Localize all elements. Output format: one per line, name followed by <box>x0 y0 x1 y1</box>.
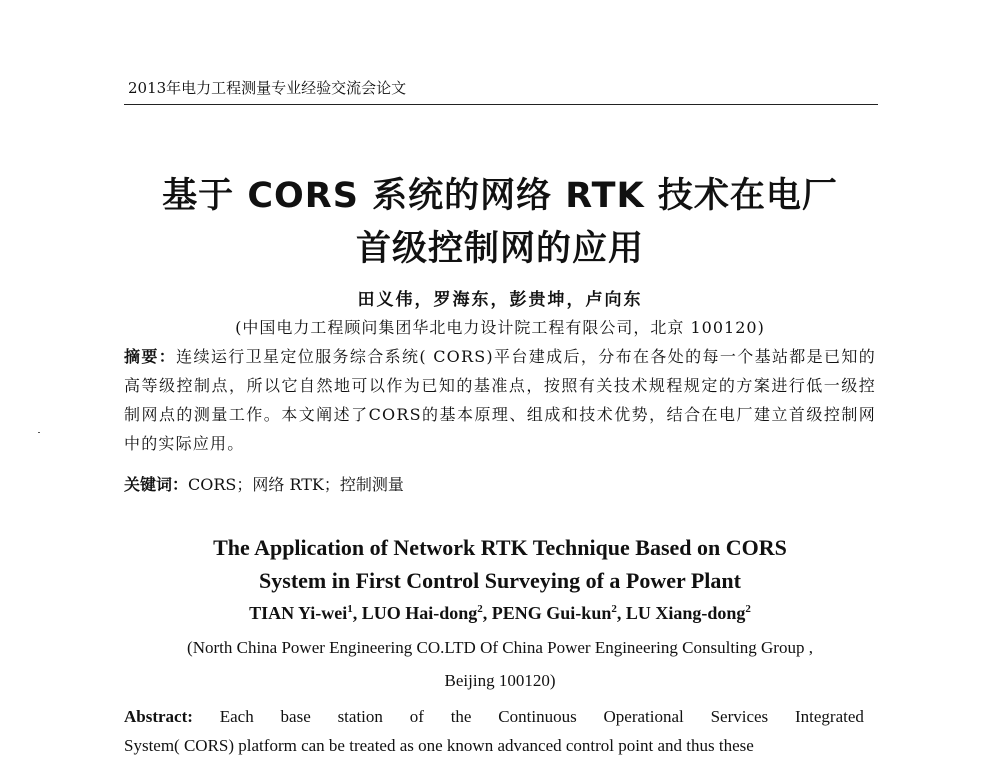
chinese-affiliation: (中国电力工程顾问集团华北电力设计院工程有限公司，北京 100120) <box>235 318 765 337</box>
english-abstract-label: Abstract: <box>124 707 193 726</box>
chinese-title-line-1: 基于 CORS 系统的网络 RTK 技术在电厂 <box>162 176 838 216</box>
english-affiliation-line-2: Beijing 100120) <box>444 671 556 690</box>
english-abstract-word: the <box>450 707 472 726</box>
chinese-abstract-label: 摘要： <box>124 347 177 366</box>
chinese-authors: 田义伟，罗海东，彭贵坤，卢向东 <box>357 290 643 310</box>
english-author-affiliation-mark: 2 <box>745 603 751 615</box>
english-abstract-word: Each <box>219 707 254 726</box>
english-author-name: TIAN Yi-wei <box>249 603 348 623</box>
english-author-separator: , <box>616 603 626 623</box>
english-abstract-word: Integrated <box>794 707 864 726</box>
chinese-keywords-label: 关键词： <box>124 475 189 494</box>
english-abstract-word: base <box>280 707 311 726</box>
english-authors <box>100 603 900 624</box>
chinese-keywords-text: CORS；网络 RTK；控制测量 <box>188 475 404 494</box>
english-abstract-word: of <box>409 707 424 726</box>
english-abstract <box>124 702 864 760</box>
scan-speck <box>38 432 40 433</box>
english-affiliation-line-1: (North China Power Engineering CO.LTD Of China Power Engineering Consulting Group , <box>187 638 813 657</box>
english-abstract-word: Operational <box>603 707 684 726</box>
english-title-line-1: The Application of Network RTK Technique Based on CORS <box>213 535 787 560</box>
english-abstract-word: station <box>337 707 383 726</box>
english-author-affiliation-mark: 1 <box>347 603 353 615</box>
english-author-separator: , <box>482 603 492 623</box>
english-abstract-word: Services <box>710 707 769 726</box>
english-abstract-line-2: System( CORS) platform can be treated as one known advanced control point and thus these <box>124 736 754 755</box>
header-rule <box>124 104 878 105</box>
english-title-line-2: System in First Control Surveying of a Power Plant <box>259 568 741 593</box>
chinese-title-line-2: 首级控制网的应用 <box>355 229 644 269</box>
english-author-name: LUO Hai-dong <box>361 603 478 623</box>
english-author-affiliation-mark: 2 <box>477 603 483 615</box>
english-author-affiliation-mark: 2 <box>611 603 617 615</box>
english-abstract-line-1 <box>124 702 864 731</box>
english-author-name: LU Xiang-dong <box>625 603 746 623</box>
running-header: 2013年电力工程测量专业经验交流会论文 <box>128 79 407 97</box>
chinese-abstract <box>124 342 876 458</box>
chinese-keywords <box>124 472 876 495</box>
english-abstract-word: Continuous <box>498 707 577 726</box>
chinese-abstract-text: 连续运行卫星定位服务综合系统( CORS)平台建成后，分布在各处的每一个基站都是已知的高等级控制点，所以它自然地可以作为已知的基准点，按照有关技术规程规定的方案进行低一级控制网点的测量工作。本文阐述了CORS的基本原理、组成和技术优势，结合在电厂建立首级控制网中的实际应用。 <box>124 347 876 453</box>
english-author-separator: , <box>352 603 362 623</box>
english-author-name: PENG Gui-kun <box>491 603 612 623</box>
